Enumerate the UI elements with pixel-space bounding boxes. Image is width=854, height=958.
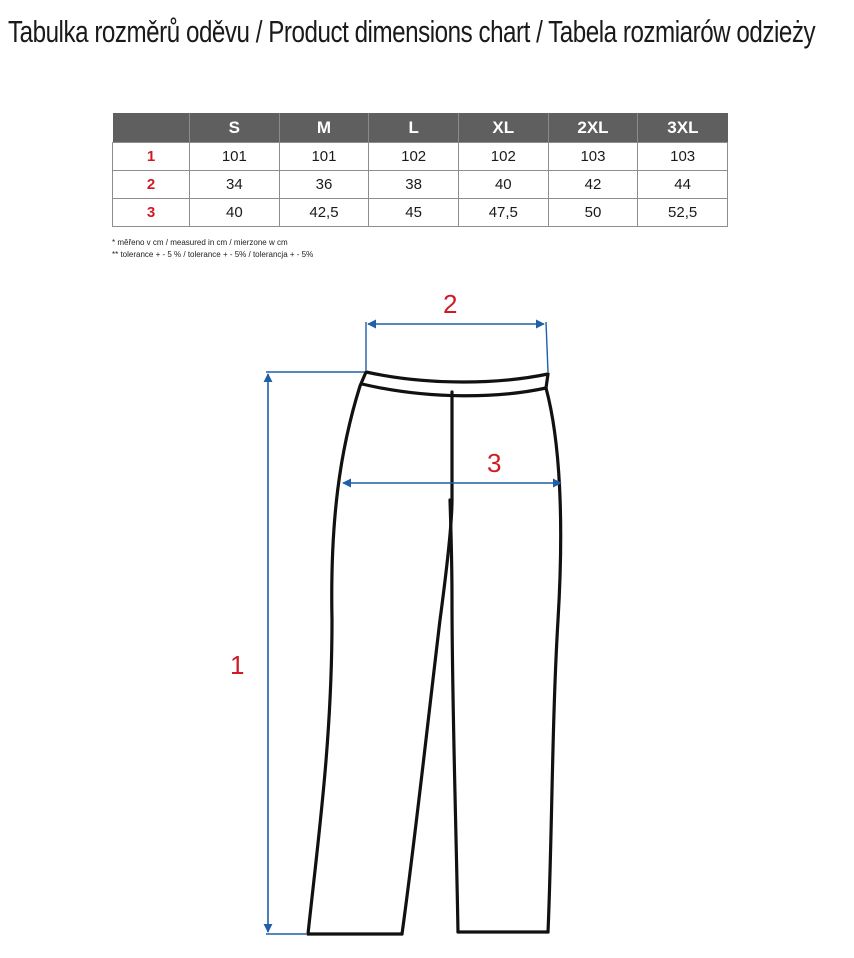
table-cell: 101: [190, 143, 280, 171]
inner-seam-left: [402, 500, 452, 934]
table-cell: 101: [279, 143, 369, 171]
dimension-marker-3: 3: [487, 448, 502, 478]
table-cell: 47,5: [458, 199, 548, 227]
table-cell: 34: [190, 171, 280, 199]
row-label: 2: [113, 171, 190, 199]
dimension-waist-guide-right: [546, 322, 548, 372]
table-cell: 102: [369, 143, 459, 171]
trousers-outline: [308, 372, 561, 934]
footnote-units: * měřeno v cm / measured in cm / mierzone w cm: [112, 238, 288, 247]
footnote-tolerance: ** tolerance + - 5 % / tolerance + - 5% / tolerancja + - 5%: [112, 250, 314, 259]
table-cell: 102: [458, 143, 548, 171]
dimension-marker-2: 2: [443, 289, 458, 319]
table-cell: 42: [548, 171, 638, 199]
header-cell-xl: XL: [458, 113, 548, 143]
table-cell: 103: [548, 143, 638, 171]
waistband-top: [366, 372, 548, 382]
table-cell: 38: [369, 171, 459, 199]
header-cell-m: M: [279, 113, 369, 143]
table-cell: 36: [279, 171, 369, 199]
row-label: 1: [113, 143, 190, 171]
table-cell: 44: [638, 171, 728, 199]
row-label: 3: [113, 199, 190, 227]
inner-seam-right: [450, 500, 458, 932]
header-cell-l: L: [369, 113, 459, 143]
outer-seam-right: [546, 374, 561, 932]
table-cell: 45: [369, 199, 459, 227]
dimension-marker-1: 1: [230, 650, 245, 680]
waistband-bottom: [362, 384, 546, 396]
table-cell: 42,5: [279, 199, 369, 227]
page-title: Tabulka rozměrů oděvu / Product dimensions chart / Tabela rozmiarów odzieży: [8, 14, 816, 49]
header-cell-2xl: 2XL: [548, 113, 638, 143]
table-cell: 40: [458, 171, 548, 199]
table-cell: 103: [638, 143, 728, 171]
table-cell: 40: [190, 199, 280, 227]
header-cell-3xl: 3XL: [638, 113, 728, 143]
header-cell-s: S: [190, 113, 280, 143]
table-cell: 50: [548, 199, 638, 227]
dimension-waist: [366, 289, 548, 372]
outer-seam-left: [308, 372, 366, 934]
table-cell: 52,5: [638, 199, 728, 227]
